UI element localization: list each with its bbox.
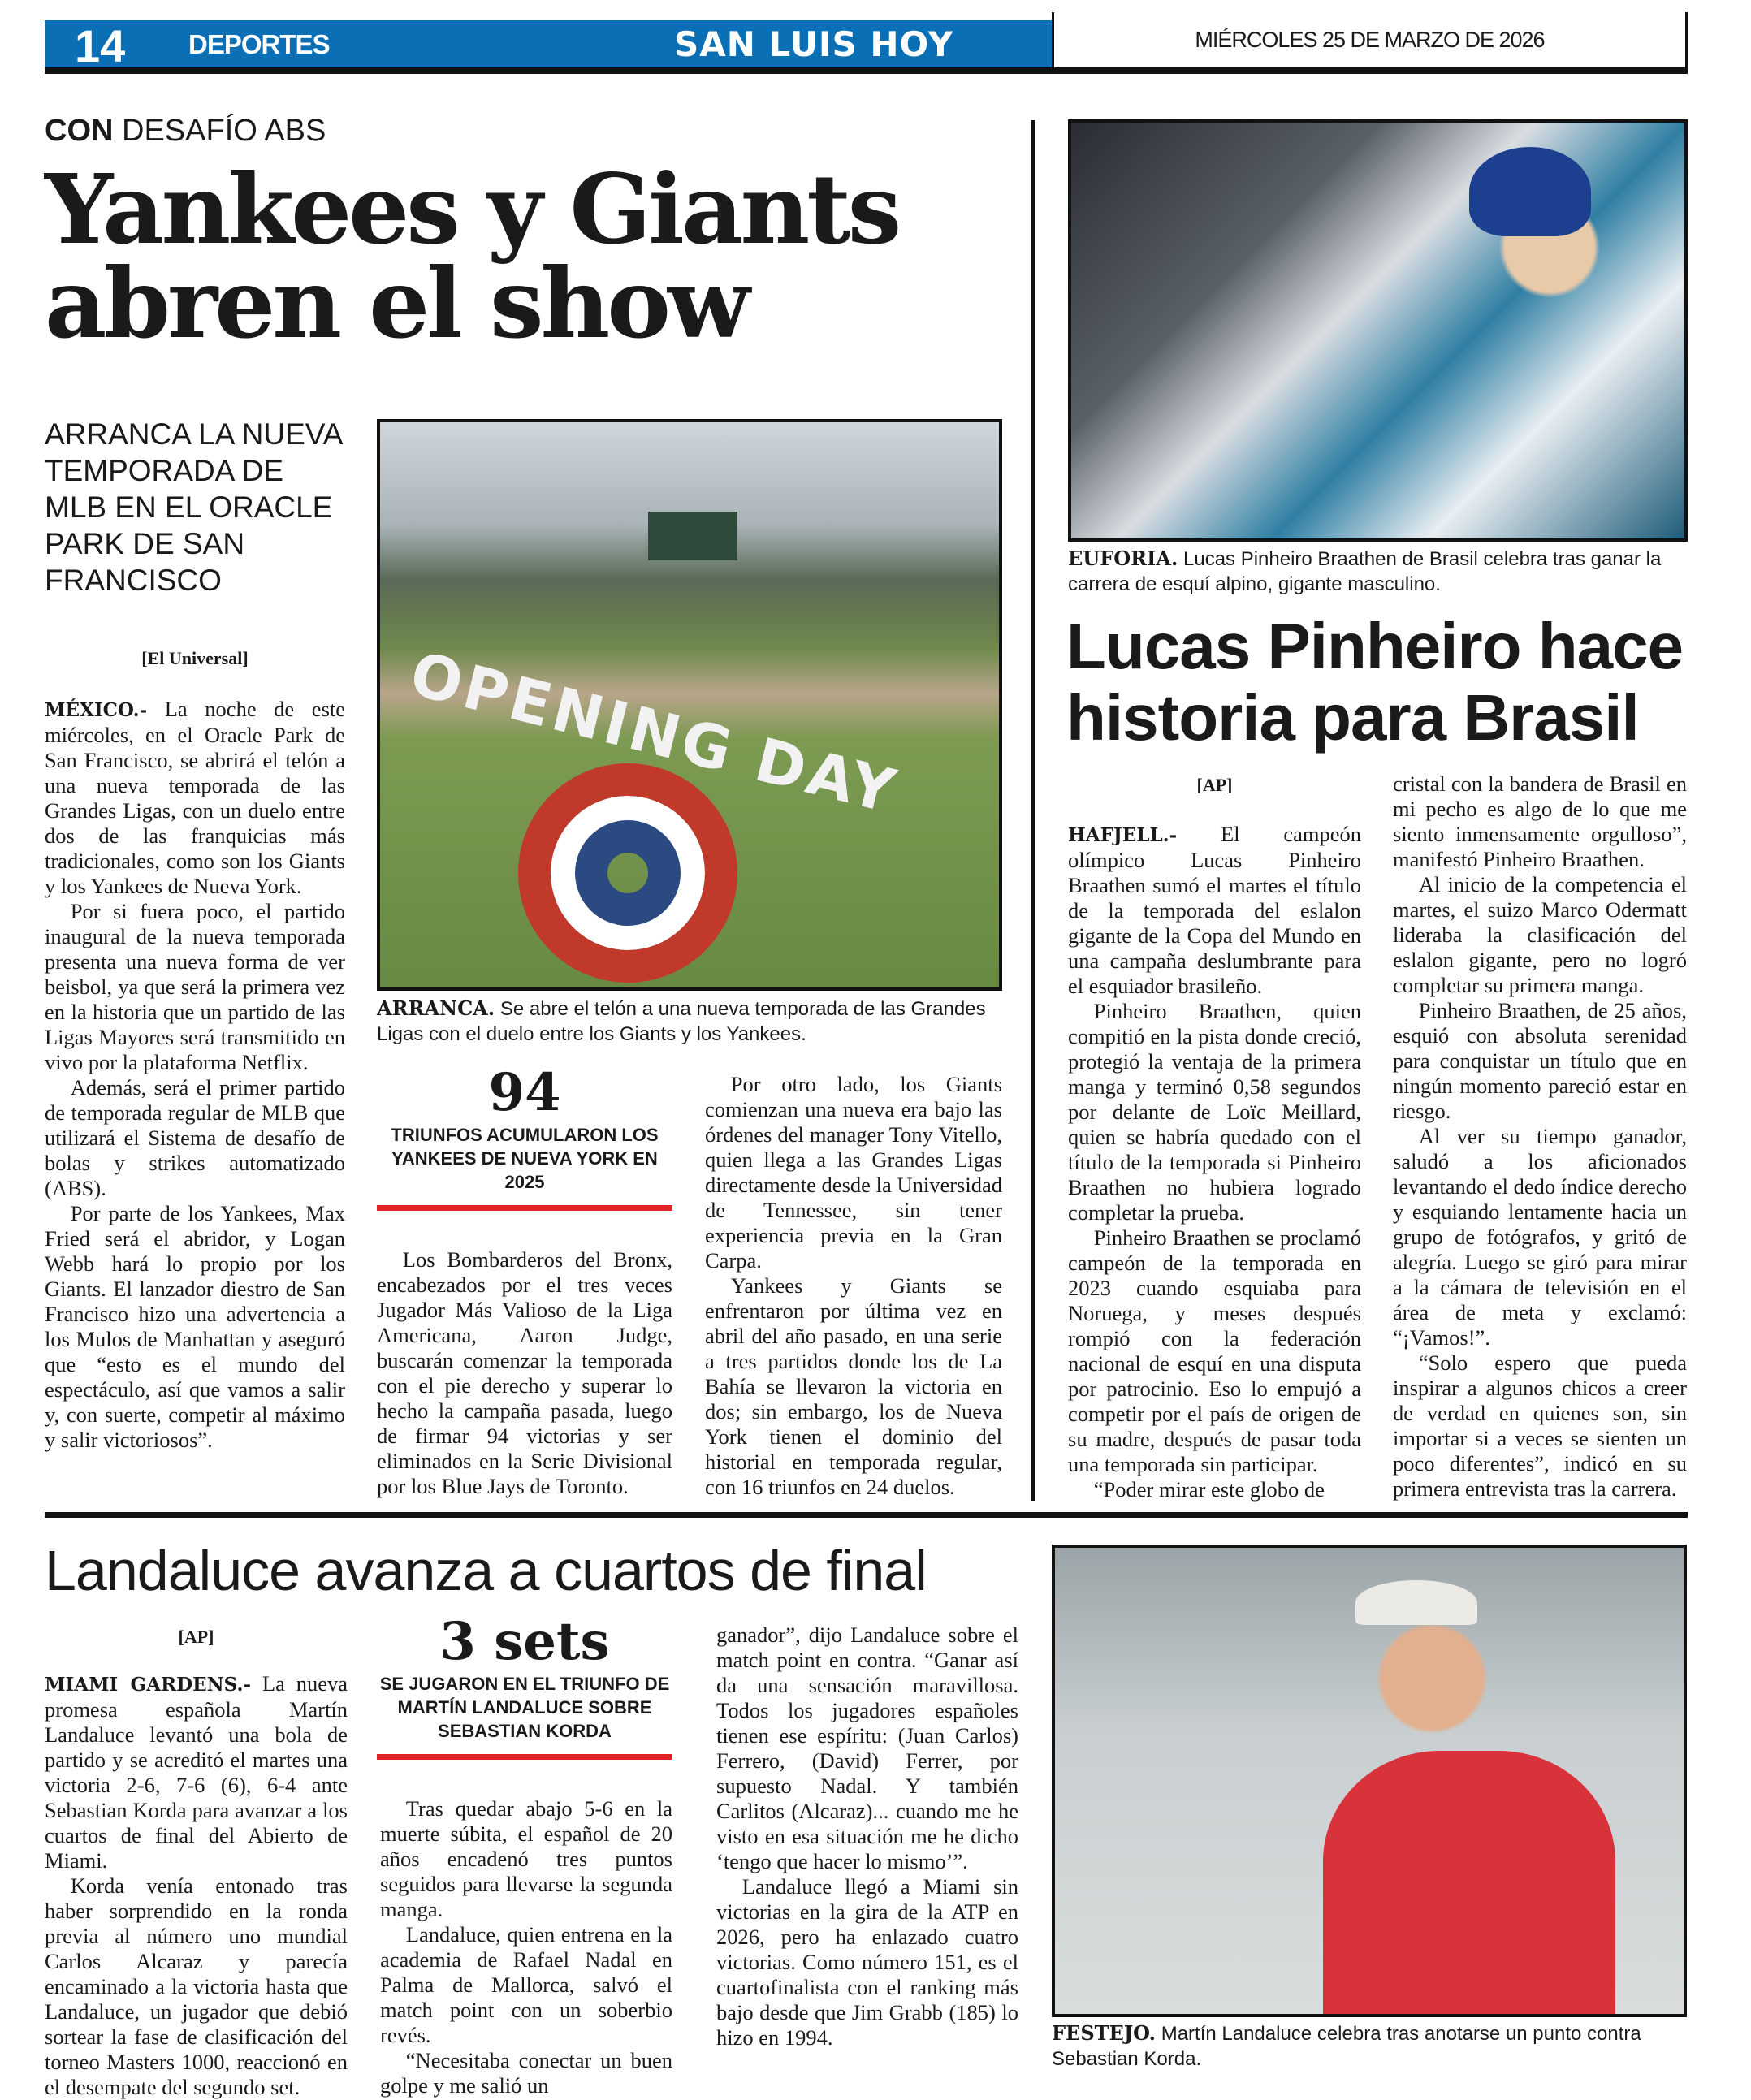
paragraph [45, 697, 345, 899]
helmet [1469, 147, 1591, 236]
paragraph: Por parte de los Yankees, Max Fried será el abridor, y Logan Webb hará lo propio por los Giants. El lanzador diestro de San Francisco hizo una advertencia a los Mulos de Manhattan y aseguró que “esto es el mundo del espectáculo, así que vamos a salir y, con suerte, competir al máximo y salir victoriosos”. [45, 1201, 345, 1452]
story3-headline: Landaluce avanza a cuartos de final [45, 1539, 927, 1602]
stat-box-94 [377, 1062, 672, 1211]
story1-deck: ARRANCA LA NUEVA TEMPORADA DE MLB EN EL ORACLE PARK DE SAN FRANCISCO [45, 417, 342, 597]
text: La noche de este miércoles, en el Oracle Park de San Francisco, se abrirá el telón a una nueva temporada de las Grandes Ligas, con un duelo entre dos de las franquicias más tradicionales, como son los Giants y los Yankees de Nueva York. [45, 697, 346, 898]
issue-date: MIÉRCOLES 25 DE MARZO DE 2026 [1052, 12, 1688, 67]
paragraph [45, 1671, 348, 1873]
paragraph: cristal con la bandera de Brasil en mi pecho es algo de lo que me siento inmensamente orgulloso”, manifestó Pinheiro Braathen. [1393, 771, 1687, 871]
text: La nueva promesa española Martín Landaluce levantó una bola de partido y se acreditó el martes una victoria 2-6, 7-6 (6), 6-4 ante Sebastian Korda para avanzar a los cuartos de final del Abierto de Miami. [45, 1671, 348, 1873]
stat-box-3-sets [377, 1611, 672, 1760]
paragraph: Por otro lado, los Giants comienzan una nueva era bajo las órdenes del manager Tony Vitello, quien llega a las Grandes Ligas directamente desde la Universidad de Tennessee, sin tener experiencia previa en la Gran Carpa. [705, 1072, 1002, 1273]
stat-text: SE JUGARON EN EL TRIUNFO DE MARTÍN LANDALUCE SOBRE SEBASTIAN KORDA [379, 1674, 670, 1741]
story1-caption [377, 996, 1010, 1047]
cap [1355, 1580, 1477, 1625]
story2-column-1 [1068, 822, 1361, 1502]
paragraph: Al ver su tiempo ganador, saludó a los aficionados levantando el dedo índice derecho y esquiando lentamente hacia un grupo de fotógrafos, y gritó de alegría. Luego se giró para mirar a la cámara de televisión en el área de meta y exclamó: “¡Vamos!”. [1393, 1124, 1688, 1350]
story1-column-1 [45, 697, 345, 1453]
stat-red-bar [377, 1205, 672, 1211]
paragraph: Pinheiro Braathen se proclamó campeón de la temporada en 2023 cuando esquiaba para Noruega, y meses después rompió con la federación nacional de esquí en una disputa por patrocinio. Eso lo empujó a competir por el país de origen de su madre, después de pasar toda una temporada sin participar. [1068, 1225, 1361, 1476]
bunting-logo [518, 763, 737, 983]
paragraph: Korda venía entonado tras haber sorprendido en la ronda previa al número uno mundial Carlos Alcaraz y parecía encaminado a la victoria hasta que Landaluce, un jugador que debió sortear la fase de clasificación del torneo Masters 1000, reaccionó en el desempate del segundo set. [45, 1873, 348, 2099]
paragraph: Al inicio de la competencia el martes, el suizo Marco Odermatt lideraba la clasificación del eslalon gigante, pero no logró completar su primera manga. [1393, 872, 1687, 997]
dateline: HAFJELL.- [1068, 824, 1178, 846]
tennis-player-photo [1052, 1545, 1687, 2017]
opening-day-photo [377, 419, 1002, 991]
stat-red-bar [377, 1754, 672, 1760]
section-name: DEPORTES [188, 29, 330, 59]
paragraph: Landaluce, quien entrena en la academia de Rafael Nadal en Palma de Mallorca, salvó el match point con un soberbio revés. [380, 1922, 672, 2047]
section-rule [45, 1512, 1688, 1518]
story2-credit: [AP] [1196, 775, 1233, 795]
caption-lead: EUFORIA. [1068, 547, 1178, 570]
story1-credit: [El Universal] [141, 648, 249, 668]
paragraph [1068, 822, 1361, 999]
kicker-bold: CON [45, 114, 114, 148]
field-lettering: OPENING DAY [403, 638, 906, 828]
paragraph: Por si fuera poco, el partido inaugural de la nueva temporada presenta una nueva forma de ver beisbol, ya que será la primera vez en la historia que un partido de las Ligas Mayores será transmitido en vivo por la plataforma Netflix. [45, 899, 345, 1074]
stat-number: 3 sets [439, 1611, 610, 1672]
dateline: MIAMI GARDENS.- [45, 1674, 251, 1696]
page-number: 14 [75, 20, 126, 71]
column-divider [1031, 120, 1035, 1501]
paragraph: Los Bombarderos del Bronx, encabezados por el tres veces Jugador Más Valioso de la Liga Americana, Aaron Judge, buscarán comenzar la temporada con el pie derecho y superar lo hecho la campaña pasada, luego de firmar 94 victorias y ser eliminados en la Serie Divisional por los Blue Jays de Toronto. [377, 1247, 672, 1498]
story3-column-3 [716, 1623, 1018, 2050]
kicker-rest: DESAFÍO ABS [122, 114, 326, 148]
story2-column-2 [1393, 771, 1687, 1502]
story1-kicker [45, 114, 326, 149]
caption-lead: ARRANCA. [377, 996, 495, 1020]
dateline: MÉXICO.- [45, 699, 148, 721]
story3-column-2 [380, 1796, 672, 2098]
story3-credit: [AP] [178, 1627, 214, 1647]
story3-caption [1052, 2020, 1693, 2072]
paragraph: Pinheiro Braathen, quien compitió en la pista donde creció, protegió la ventaja de la primera manga y terminó 0,58 segundos por delante de Loïc Meillard, quien se habría quedado con el título de la temporada si Pinheiro Braathen no hubiera logrado completar la prueba. [1068, 999, 1361, 1225]
story1-headline: Yankees y Giants abren el show [45, 153, 899, 360]
newspaper-brand: SAN LUIS HOY [674, 24, 954, 64]
paragraph: Tras quedar abajo 5-6 en la muerte súbita, el español de 20 años encadenó tres puntos seguidos para llevarse la segunda manga. [380, 1796, 672, 1921]
stat-number: 94 [488, 1062, 561, 1123]
story2-headline: Lucas Pinheiro hace historia para Brasil [1066, 610, 1684, 754]
caption-text: Martín Landaluce celebra tras anotarse un punto contra Sebastian Korda. [1052, 2023, 1641, 2070]
paragraph: Además, será el primer partido de temporada regular de MLB que utilizará el Sistema de desafío de bolas y strikes automatizado (ABS). [45, 1075, 345, 1200]
paragraph: Pinheiro Braathen, de 25 años, esquió con absoluta serenidad para conquistar un título que en ningún momento pareció estar en riesgo. [1393, 998, 1687, 1123]
story1-column-2 [377, 1247, 672, 1499]
paragraph: “Poder mirar este globo de [1093, 1477, 1325, 1502]
caption-lead: FESTEJO. [1052, 2021, 1157, 2045]
caption-text: Lucas Pinheiro Braathen de Brasil celebra tras ganar la carrera de esquí alpino, gigante masculino. [1068, 548, 1662, 595]
story2-caption [1068, 546, 1693, 597]
scoreboard [648, 512, 737, 560]
paragraph: “Solo espero que pueda inspirar a algunos chicos a creer de verdad en quienes son, sin importar si a veces se sienten un poco diferentes”, indicó en su primera entrevista tras la carrera. [1393, 1350, 1687, 1501]
masthead-rule [45, 67, 1688, 74]
skier-photo [1068, 119, 1688, 542]
red-shirt [1323, 1751, 1615, 2017]
paragraph: ganador”, dijo Landaluce sobre el match point en contra. “Ganar así da una sensación maravillosa. Todos los jugadores españoles tienen ese espíritu: (Juan Carlos) Ferrero, (David) Ferrer, por supuesto Nadal. Y también Carlitos (Alcaraz)... cuando me he visto en esa situación me he dicho ‘tengo que hacer lo mismo’”. [716, 1623, 1018, 1873]
story3-column-1 [45, 1671, 348, 2100]
text: El campeón olímpico Lucas Pinheiro Braathen sumó el martes el título de la temporada del eslalon gigante de la Copa del Mundo en una campaña deslumbrante para el esquiador brasileño. [1068, 822, 1362, 998]
paragraph: “Necesitaba conectar un buen golpe y me salió un [380, 2048, 672, 2098]
story1-column-3 [705, 1072, 1002, 1500]
stat-text: TRIUNFOS ACUMULARON LOS YANKEES DE NUEVA YORK EN 2025 [391, 1125, 659, 1192]
paragraph: Landaluce llegó a Miami sin victorias en la gira de la ATP en 2026, pero ha enlazado cuatro victorias. Como número 151, es el cuartofinalista con el ranking más bajo desde que Jim Grabb (185) lo hizo en 1994. [716, 1874, 1018, 2050]
caption-text: Se abre el telón a una nueva temporada de las Grandes Ligas con el duelo entre los Giants y los Yankees. [377, 998, 986, 1045]
paragraph: Yankees y Giants se enfrentaron por última vez en abril del año pasado, en una serie a tres partidos donde los de La Bahía se llevaron la victoria en dos; sin embargo, los de Nueva York tienen el dominio del historial en temporada regular, con 16 triunfos en 24 duelos. [705, 1273, 1002, 1499]
